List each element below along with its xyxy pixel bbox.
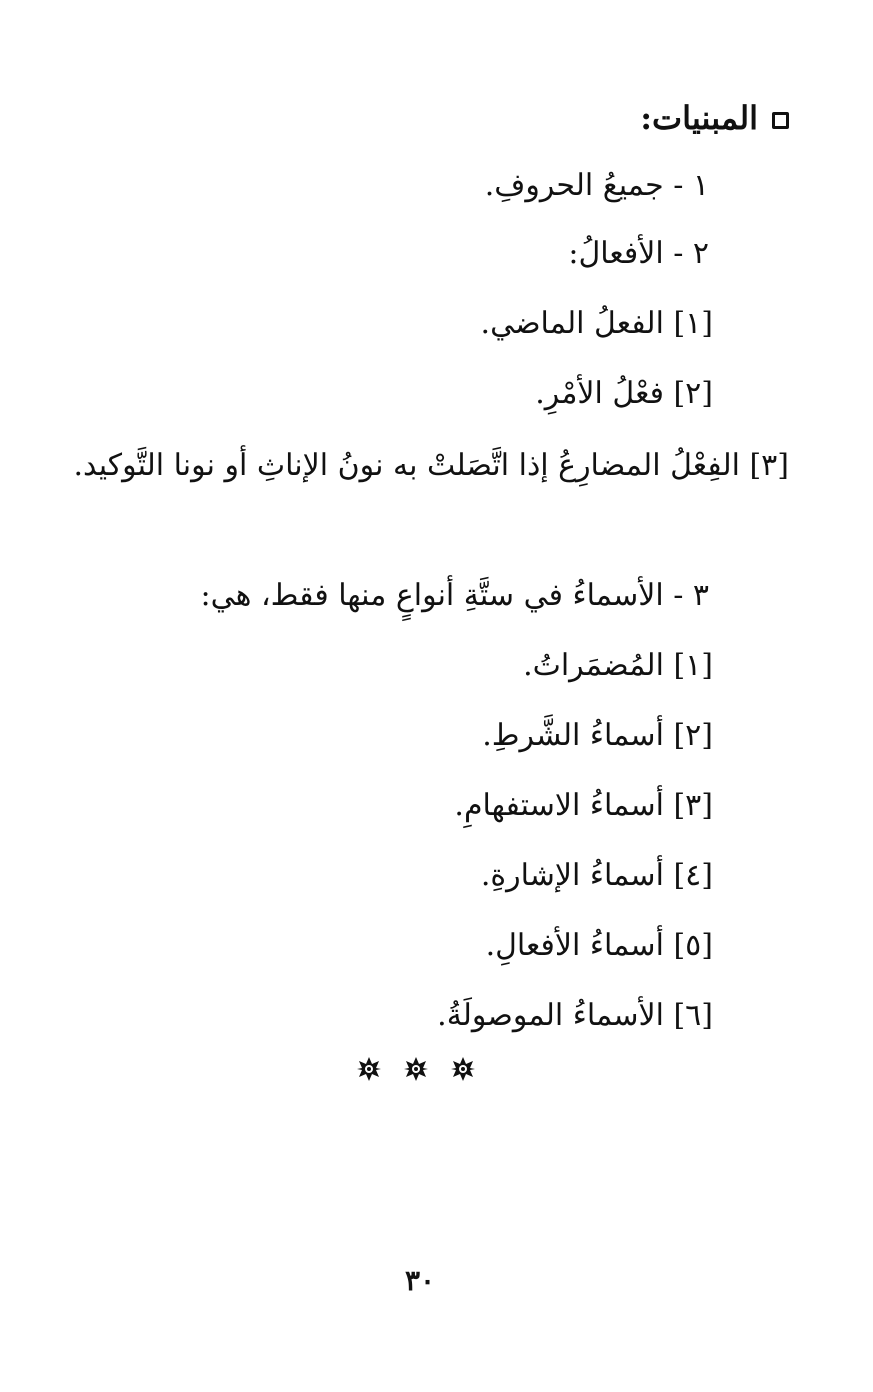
ornament-star-icon <box>356 1056 382 1082</box>
list-item-nouns: ٣ - الأسماءُ في ستَّةِ أنواعٍ منها فقط، هي: <box>200 578 709 613</box>
list-item-all-letters: ١ - جميعُ الحروفِ. <box>484 168 709 203</box>
sub-item-conditional-nouns: [٢] أسماءُ الشَّرطِ. <box>482 718 713 753</box>
heading-text: المبنيات: <box>640 99 758 137</box>
sub-item-demonstrative-nouns: [٤] أسماءُ الإشارةِ. <box>480 858 713 893</box>
ornament-star-icon <box>450 1056 476 1082</box>
ornament-star-icon <box>403 1056 429 1082</box>
sub-item-interrogative-nouns: [٣] أسماءُ الاستفهامِ. <box>454 788 713 823</box>
section-separator <box>356 1056 476 1082</box>
sub-item-present-verb: [٣] الفِعْلُ المضارِعُ إذا اتَّصَلتْ به نونُ الإناثِ أو نونا التَّوكيد. <box>73 448 789 483</box>
sub-item-past-verb: [١] الفعلُ الماضي. <box>480 306 713 341</box>
sub-item-relative-nouns: [٦] الأسماءُ الموصولَةُ. <box>437 998 713 1033</box>
sub-item-verbal-nouns: [٥] أسماءُ الأفعالِ. <box>485 928 713 963</box>
sub-item-pronouns: [١] المُضمَراتُ. <box>523 648 713 683</box>
section-heading <box>640 98 789 138</box>
square-outline-icon <box>772 112 789 129</box>
page-number: ٣٠ <box>404 1264 436 1297</box>
sub-item-imperative-verb: [٢] فعْلُ الأمْرِ. <box>535 376 713 411</box>
list-item-verbs: ٢ - الأفعالُ: <box>568 236 709 271</box>
